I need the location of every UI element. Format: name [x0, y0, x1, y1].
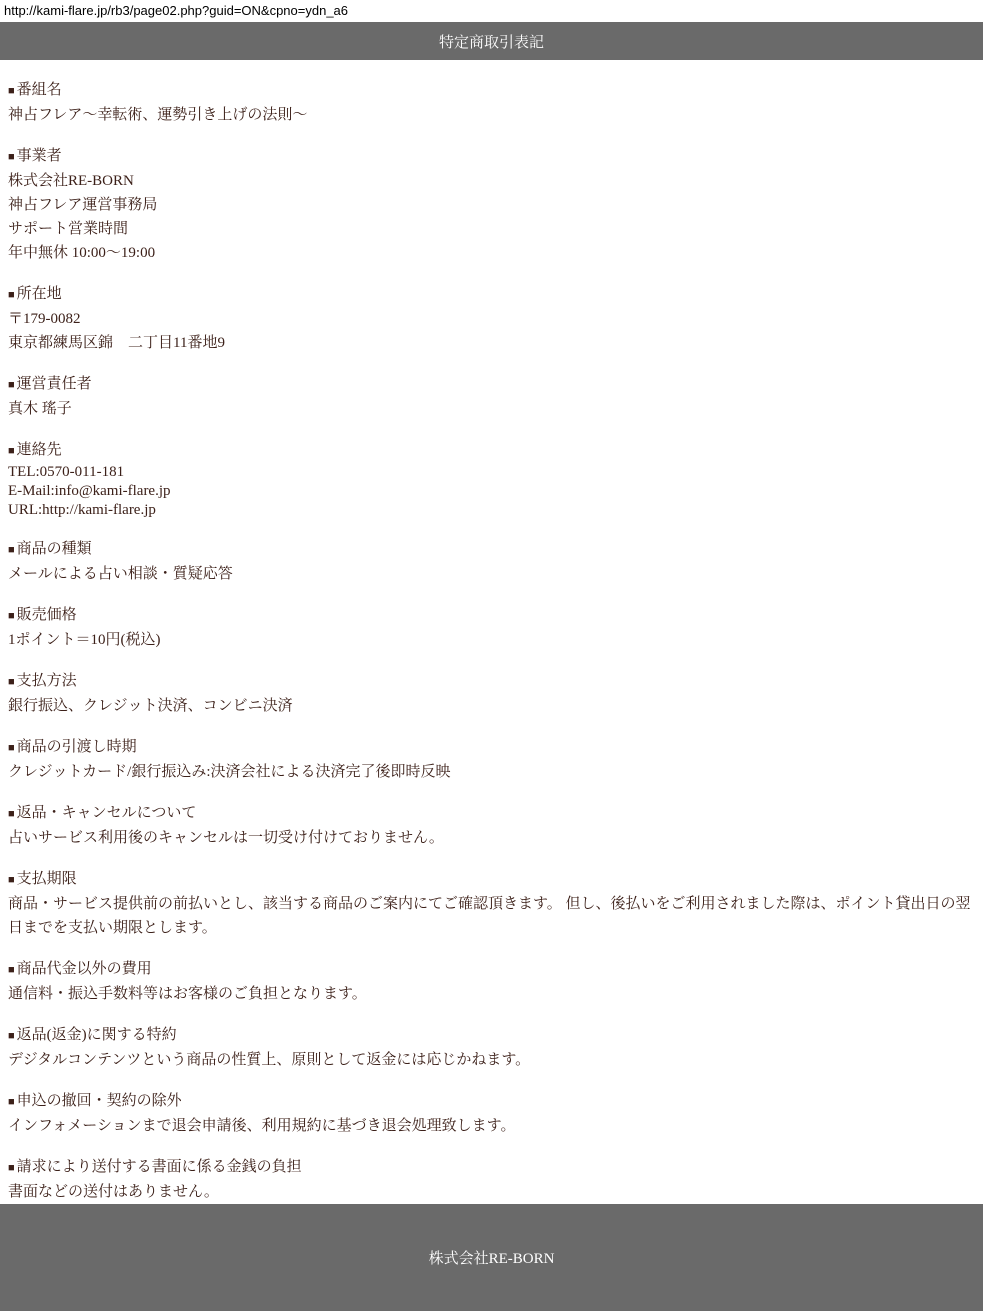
section — [8, 735, 971, 784]
section-heading — [8, 957, 971, 982]
square-bullet-icon: ■ — [8, 742, 15, 754]
section-line: メールによる占い相談・質疑応答 — [8, 566, 233, 582]
section — [8, 78, 971, 127]
section-heading-text: 運営責任者 — [16, 376, 92, 392]
square-bullet-icon: ■ — [8, 379, 15, 391]
section-line: 株式会社RE-BORN — [8, 173, 134, 189]
section-line: 1ポイント＝10円(税込) — [8, 632, 161, 648]
section — [8, 1023, 971, 1072]
section-heading — [8, 867, 971, 892]
section-heading — [8, 801, 971, 826]
section-heading — [8, 603, 971, 628]
page-title: 特定商取引表記 — [438, 34, 544, 51]
section-line: 書面などの送付はありません。 — [8, 1184, 219, 1200]
section-heading-text: 所在地 — [16, 286, 62, 302]
section-line: デジタルコンテンツという商品の性質上、原則として返金には応じかねます。 — [8, 1052, 531, 1068]
section-heading — [8, 438, 971, 463]
section — [8, 372, 971, 421]
section — [8, 669, 971, 718]
section — [8, 144, 971, 265]
content — [0, 60, 983, 1204]
section — [8, 438, 971, 520]
section-line: サポート営業時間 — [8, 221, 129, 237]
section-heading-text: 商品の種類 — [16, 541, 92, 557]
section-heading-text: 申込の撤回・契約の除外 — [16, 1093, 182, 1109]
square-bullet-icon: ■ — [8, 445, 15, 457]
section-heading-text: 支払方法 — [16, 673, 77, 689]
square-bullet-icon: ■ — [8, 808, 15, 820]
section-heading — [8, 735, 971, 760]
section-heading — [8, 1155, 971, 1180]
section-line: 真木 瑤子 — [8, 401, 72, 417]
square-bullet-icon: ■ — [8, 676, 15, 688]
section-heading — [8, 144, 971, 169]
square-bullet-icon: ■ — [8, 610, 15, 622]
section-line: 〒179-0082 — [8, 311, 81, 327]
square-bullet-icon: ■ — [8, 1030, 15, 1042]
section-heading-text: 返品・キャンセルについて — [16, 805, 197, 821]
section-heading — [8, 537, 971, 562]
square-bullet-icon: ■ — [8, 1162, 15, 1174]
section — [8, 867, 971, 940]
section — [8, 801, 971, 850]
section — [8, 1155, 971, 1204]
section — [8, 957, 971, 1006]
section — [8, 282, 971, 355]
section-heading-text: 請求により送付する書面に係る金銭の負担 — [16, 1159, 302, 1175]
footer-company-name: 株式会社RE-BORN — [428, 1251, 555, 1267]
section-heading-text: 販売価格 — [16, 607, 77, 623]
section-line: 東京都練馬区錦 二丁目11番地9 — [8, 335, 225, 351]
section-heading — [8, 78, 971, 103]
square-bullet-icon: ■ — [8, 151, 15, 163]
square-bullet-icon: ■ — [8, 1096, 15, 1108]
section-heading — [8, 1023, 971, 1048]
section-heading-text: 商品の引渡し時期 — [16, 739, 137, 755]
section-line: E-Mail:info@kami-flare.jp — [8, 483, 171, 499]
section-line: TEL:0570-011-181 — [8, 464, 125, 480]
section-heading-text: 連絡先 — [16, 442, 62, 458]
footer-bar — [0, 1204, 983, 1311]
section-heading-text: 支払期限 — [16, 871, 77, 887]
section-line: 神占フレア運営事務局 — [8, 197, 158, 213]
section — [8, 603, 971, 652]
section-line: URL:http://kami-flare.jp — [8, 502, 156, 518]
section-heading-text: 事業者 — [16, 148, 62, 164]
section-line: 神占フレア～幸転術、運勢引き上げの法則～ — [8, 107, 308, 123]
square-bullet-icon: ■ — [8, 85, 15, 97]
section-heading — [8, 1089, 971, 1114]
section-line: 占いサービス利用後のキャンセルは一切受け付けておりません。 — [8, 830, 444, 846]
section-heading-text: 商品代金以外の費用 — [16, 961, 152, 977]
section-heading-text: 返品(返金)に関する特約 — [16, 1027, 177, 1043]
section-line: 年中無休 10:00～19:00 — [8, 245, 156, 261]
section-line: クレジットカード/銀行振込み:決済会社による決済完了後即時反映 — [8, 764, 451, 780]
square-bullet-icon: ■ — [8, 289, 15, 301]
section — [8, 1089, 971, 1138]
section-heading — [8, 669, 971, 694]
section-heading — [8, 282, 971, 307]
page-url-text: http://kami-flare.jp/rb3/page02.php?guid=ON&cpno=ydn_a6 — [4, 3, 349, 18]
square-bullet-icon: ■ — [8, 544, 15, 556]
section — [8, 537, 971, 586]
section-line: 通信料・振込手数料等はお客様のご負担となります。 — [8, 986, 367, 1002]
square-bullet-icon: ■ — [8, 964, 15, 976]
title-bar — [0, 22, 983, 60]
section-line: 銀行振込、クレジット決済、コンビニ決済 — [8, 698, 293, 714]
section-line: インフォメーションまで退会申請後、利用規約に基づき退会処理致します。 — [8, 1118, 516, 1134]
section-heading-text: 番組名 — [16, 82, 62, 98]
square-bullet-icon: ■ — [8, 874, 15, 886]
section-line: 商品・サービス提供前の前払いとし、該当する商品のご案内にてご確認頂きます。 但し、後払いをご利用されました際は、ポイント貸出日の翌日までを支払い期限とします。 — [8, 896, 971, 936]
section-heading — [8, 372, 971, 397]
